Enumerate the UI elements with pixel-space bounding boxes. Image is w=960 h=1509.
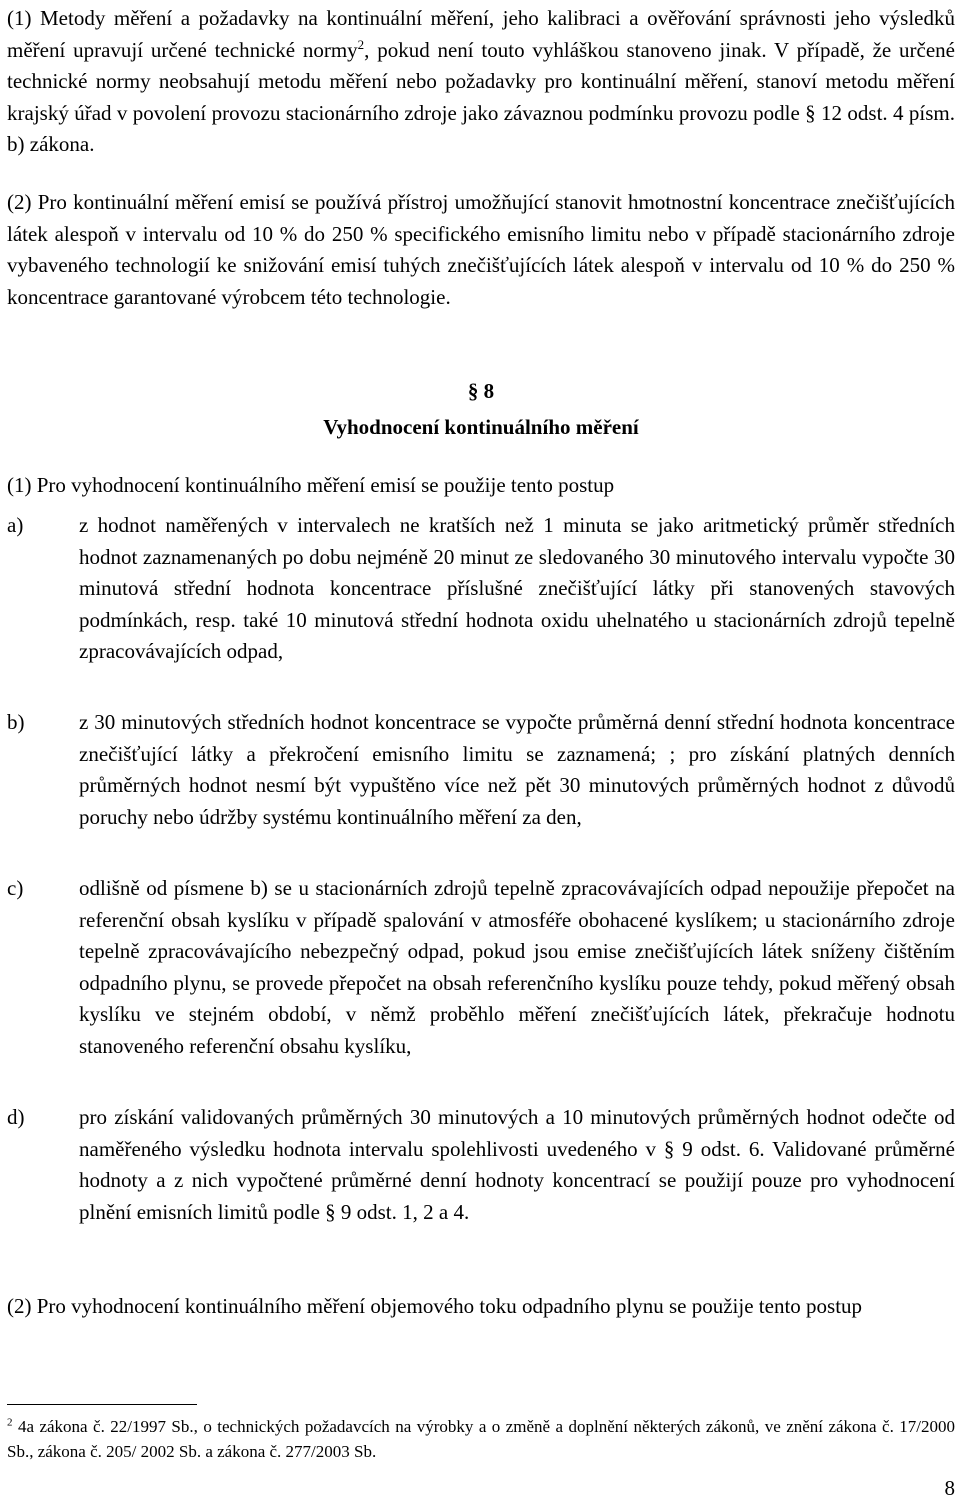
list-item-label: a) <box>7 513 24 537</box>
paragraph-1 <box>7 3 955 161</box>
footnote-divider <box>7 1404 197 1405</box>
list-item-label: c) <box>7 876 24 900</box>
section-title: Vyhodnocení kontinuálního měření <box>323 415 639 439</box>
list-item <box>7 1102 955 1228</box>
paragraph-4: (2) Pro vyhodnocení kontinuálního měření objemového toku odpadního plynu se použije tento postup <box>7 1294 863 1318</box>
list-item <box>7 510 955 668</box>
list-item <box>7 707 955 833</box>
paragraph-1-text-cont: , pokud není touto vyhláškou stanoveno jinak. V případě, že určené technické normy neobsahují metodu měření nebo požadavky pro kontinuální měření, stanoví metodu měření krajský úřad v povolení provozu stacionárního zdroje jako závaznou podmínku provozu podle § 12 odst. 4 písm. b) zákona. <box>7 37 955 157</box>
list-item-text: z hodnot naměřených v intervalech ne kratších než 1 minuta se jako aritmetický průměr středních hodnot zaznamenaných po dobu nejméně 20 minut ze sledovaného 30 minutového intervalu vypočte 30 minutová střední hodnota koncentrace příslušné znečišťující látky při stanovených stavových podmínkách, resp. také 10 minutová střední hodnota oxidu uhelnatého u stacionárních zdrojů tepelně zpracovávajících odpad, <box>79 513 955 664</box>
paragraph-3: (1) Pro vyhodnocení kontinuálního měření emisí se použije tento postup <box>7 473 615 497</box>
list-item <box>7 873 955 1063</box>
footnote-reference[interactable]: 2 <box>357 36 365 52</box>
list-item-label: d) <box>7 1105 25 1129</box>
section-heading <box>7 373 955 445</box>
section-number: § 8 <box>467 379 495 403</box>
paragraph-1-text: (1) Metody měření a požadavky na kontinuální měření, jeho kalibraci a ověřování správnosti jeho výsledků měření upravují určené technické normy <box>7 6 955 62</box>
page-number: 8 <box>944 1476 955 1500</box>
list-item-text: z 30 minutových středních hodnot koncentrace se vypočte průměrná denní střední hodnota koncentrace znečišťující látky a překročení emisního limitu se zaznamená; ; pro získání platných denních průměrných hodnot nesmí být vypuštěno více než pět 30 minutových průměrných hodnot z důvodů poruchy nebo údržby systému kontinuálního měření za den, <box>79 710 955 829</box>
list-item-text: pro získání validovaných průměrných 30 minutových a 10 minutových průměrných hodnot odečte od naměřeného výsledku hodnota intervalu spolehlivosti uvedeného v § 9 odst. 6. Validované průměrné hodnoty a z nich vypočtené průměrné denní hodnoty koncentrací se použijí pouze pro vyhodnocení plnění emisních limitů podle § 9 odst. 1, 2 a 4. <box>79 1105 955 1224</box>
footnote <box>7 1414 955 1464</box>
footnote-number: 2 <box>7 1416 13 1429</box>
list-item-text: odlišně od písmene b) se u stacionárních zdrojů tepelně zpracovávajících odpad nepoužije přepočet na referenční obsah kyslíku v případě spalování v atmosféře obohacené kyslíkem; u stacionárního zdroje tepelně zpracovávajícího nebezpečný odpad, pokud jsou emise znečišťujících látek sníženy čištěním odpadního plynu, se provede přepočet na obsah referenčního kyslíku pouze tehdy, pokud měřený obsah kyslíku ve stejném období, v němž proběhlo měření znečišťujících látek, překračuje hodnotu stanoveného referenční obsahu kyslíku, <box>79 876 955 1058</box>
list-item-label: b) <box>7 710 25 734</box>
paragraph-2: (2) Pro kontinuální měření emisí se používá přístroj umožňující stanovit hmotnostní koncentrace znečišťujících látek alespoň v intervalu od 10 % do 250 % specifického emisního limitu nebo v případě stacionárního zdroje vybaveného technologií ke snižování emisí tuhých znečišťujících látek alespoň v intervalu od 10 % do 250 % koncentrace garantované výrobcem této technologie. <box>7 190 955 309</box>
footnote-text: 4a zákona č. 22/1997 Sb., o technických požadavcích na výrobky a o změně a doplnění některých zákonů, ve znění zákona č. 17/2000 Sb., zákona č. 205/ 2002 Sb. a zákona č. 277/2003 Sb. <box>7 1417 956 1461</box>
